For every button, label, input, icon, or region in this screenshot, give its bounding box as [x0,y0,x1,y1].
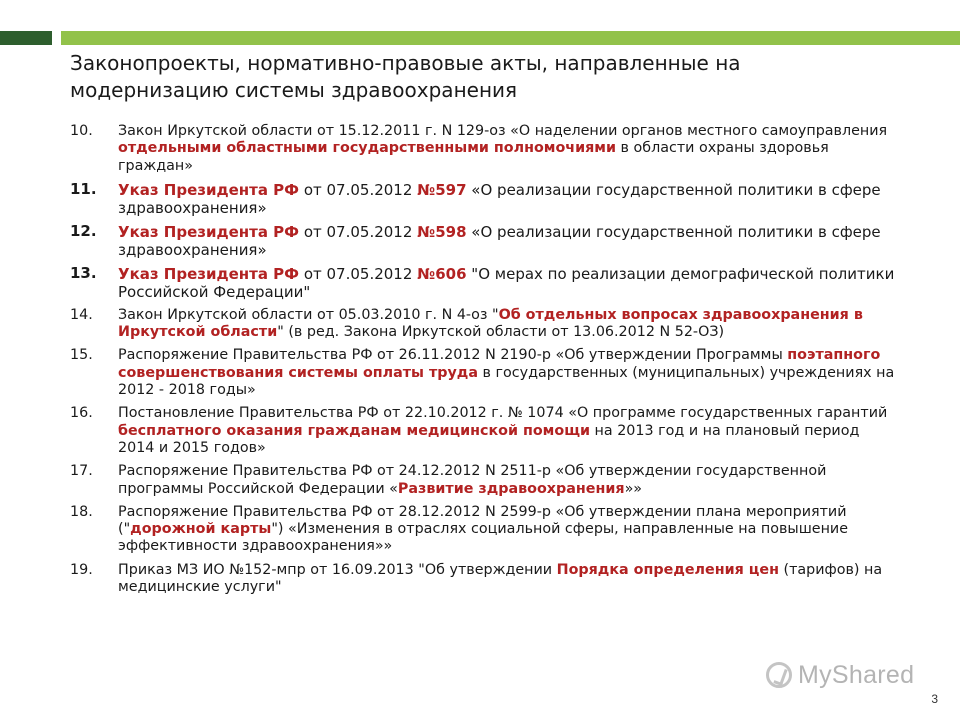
text-segment: в области охраны здоровья граждан» [118,140,829,174]
list-item-number: 19. [70,561,93,578]
list-item-text [118,504,900,556]
text-segment: Закон Иркутской области от 05.03.2010 г. N 4-оз " [118,306,499,323]
text-segment: ") «Изменения в отраслях социальной сферы, направленные на повышение эффективности здравоохранения»» [118,521,849,555]
text-segment: Распоряжение Правительства РФ от 28.12.2012 N 2599-р «Об утверждении плана мероприятий (" [118,503,847,538]
list-item-text [118,181,900,217]
myshared-logo-icon [766,662,792,688]
list-item-number: 12. [70,221,97,240]
highlighted-text: Развитие здравоохранения [397,480,625,497]
document-list [70,123,900,602]
highlighted-text: №598 [417,222,467,241]
highlighted-text: №597 [417,180,467,199]
text-segment: «О реализации государственной политики в сфере здравоохранения» [118,222,881,259]
list-item-number: 14. [70,306,93,323]
text-segment: от 07.05.2012 [299,222,418,241]
list-item-text [118,123,900,175]
highlighted-text: отдельными областными государственными полномочиями [118,140,617,157]
list-item-number: 10. [70,123,93,139]
text-segment: «О реализации государственной политики в сфере здравоохранения» [118,180,881,217]
text-segment: Распоряжение Правительства РФ от 26.11.2012 N 2190-р «Об утверждении Программы [118,347,788,364]
text-segment: (тарифов) на медицинские услуги" [118,561,883,596]
list-item-text [118,223,900,259]
list-item-text [118,562,900,597]
list-item [70,463,900,498]
highlighted-text: №606 [417,264,467,283]
text-segment: от 07.05.2012 [299,264,418,283]
list-item-number: 15. [70,347,93,364]
list-item [70,347,900,399]
watermark-text: MyShared [798,660,915,689]
highlighted-text: Об отдельных вопросах здравоохранения в Иркутской области [118,306,863,341]
header-accent-bar-dark [0,31,52,45]
page-number: 3 [931,692,938,706]
list-item [70,307,900,342]
text-segment: Распоряжение Правительства РФ от 24.12.2012 N 2511-р «Об утверждении государственной программы Российской Федерации « [118,463,827,497]
list-item-number: 17. [70,463,93,480]
list-item-number: 11. [70,179,97,198]
watermark-logo [766,660,914,690]
list-item-number: 16. [70,405,93,422]
text-segment: Приказ МЗ ИО №152-мпр от 16.09.2013 "Об утверждении [118,561,557,578]
list-item [70,265,900,301]
list-item-text [118,463,900,498]
list-item [70,504,900,556]
slide-title: Законопроекты, нормативно-правовые акты, направленные на модернизацию системы здравоохранения [70,51,741,102]
list-item [70,123,900,175]
highlighted-text: бесплатного оказания гражданам медицинской помощи [118,422,591,439]
list-item-text [118,307,900,342]
text-segment: »» [624,480,643,497]
list-item-number: 13. [70,263,97,282]
text-segment: на 2013 год и на плановый период 2014 и 2015 годов» [118,422,860,456]
highlighted-text: Указ Президента РФ [118,222,300,241]
list-item [70,223,900,259]
text-segment: "О мерах по реализации демографической политики Российской Федерации" [118,264,895,301]
highlighted-text: поэтапного совершенствования системы оплаты труда [118,347,881,381]
list-item-text [118,265,900,301]
list-item [70,562,900,597]
highlighted-text: Порядка определения цен [556,561,779,578]
highlighted-text: Указ Президента РФ [118,264,300,283]
list-item-number: 18. [70,503,93,520]
text-segment: от 07.05.2012 [299,180,418,199]
list-item [70,405,900,457]
text-segment: в государственных (муниципальных) учреждениях на 2012 - 2018 годы» [118,364,895,399]
text-segment: Постановление Правительства РФ от 22.10.2012 г. № 1074 «О программе государственных гарантий [118,405,888,422]
text-segment: Закон Иркутской области от 15.12.2011 г. N 129-оз «О наделении органов местного самоуправления [118,123,888,139]
list-item-text [118,405,900,457]
text-segment: " (в ред. Закона Иркутской области от 13.06.2012 N 52-ОЗ) [277,324,725,341]
highlighted-text: Указ Президента РФ [118,180,300,199]
highlighted-text: дорожной карты [130,521,272,538]
list-item [70,181,900,217]
list-item-text [118,347,900,399]
header-accent-bar-light [61,31,960,45]
